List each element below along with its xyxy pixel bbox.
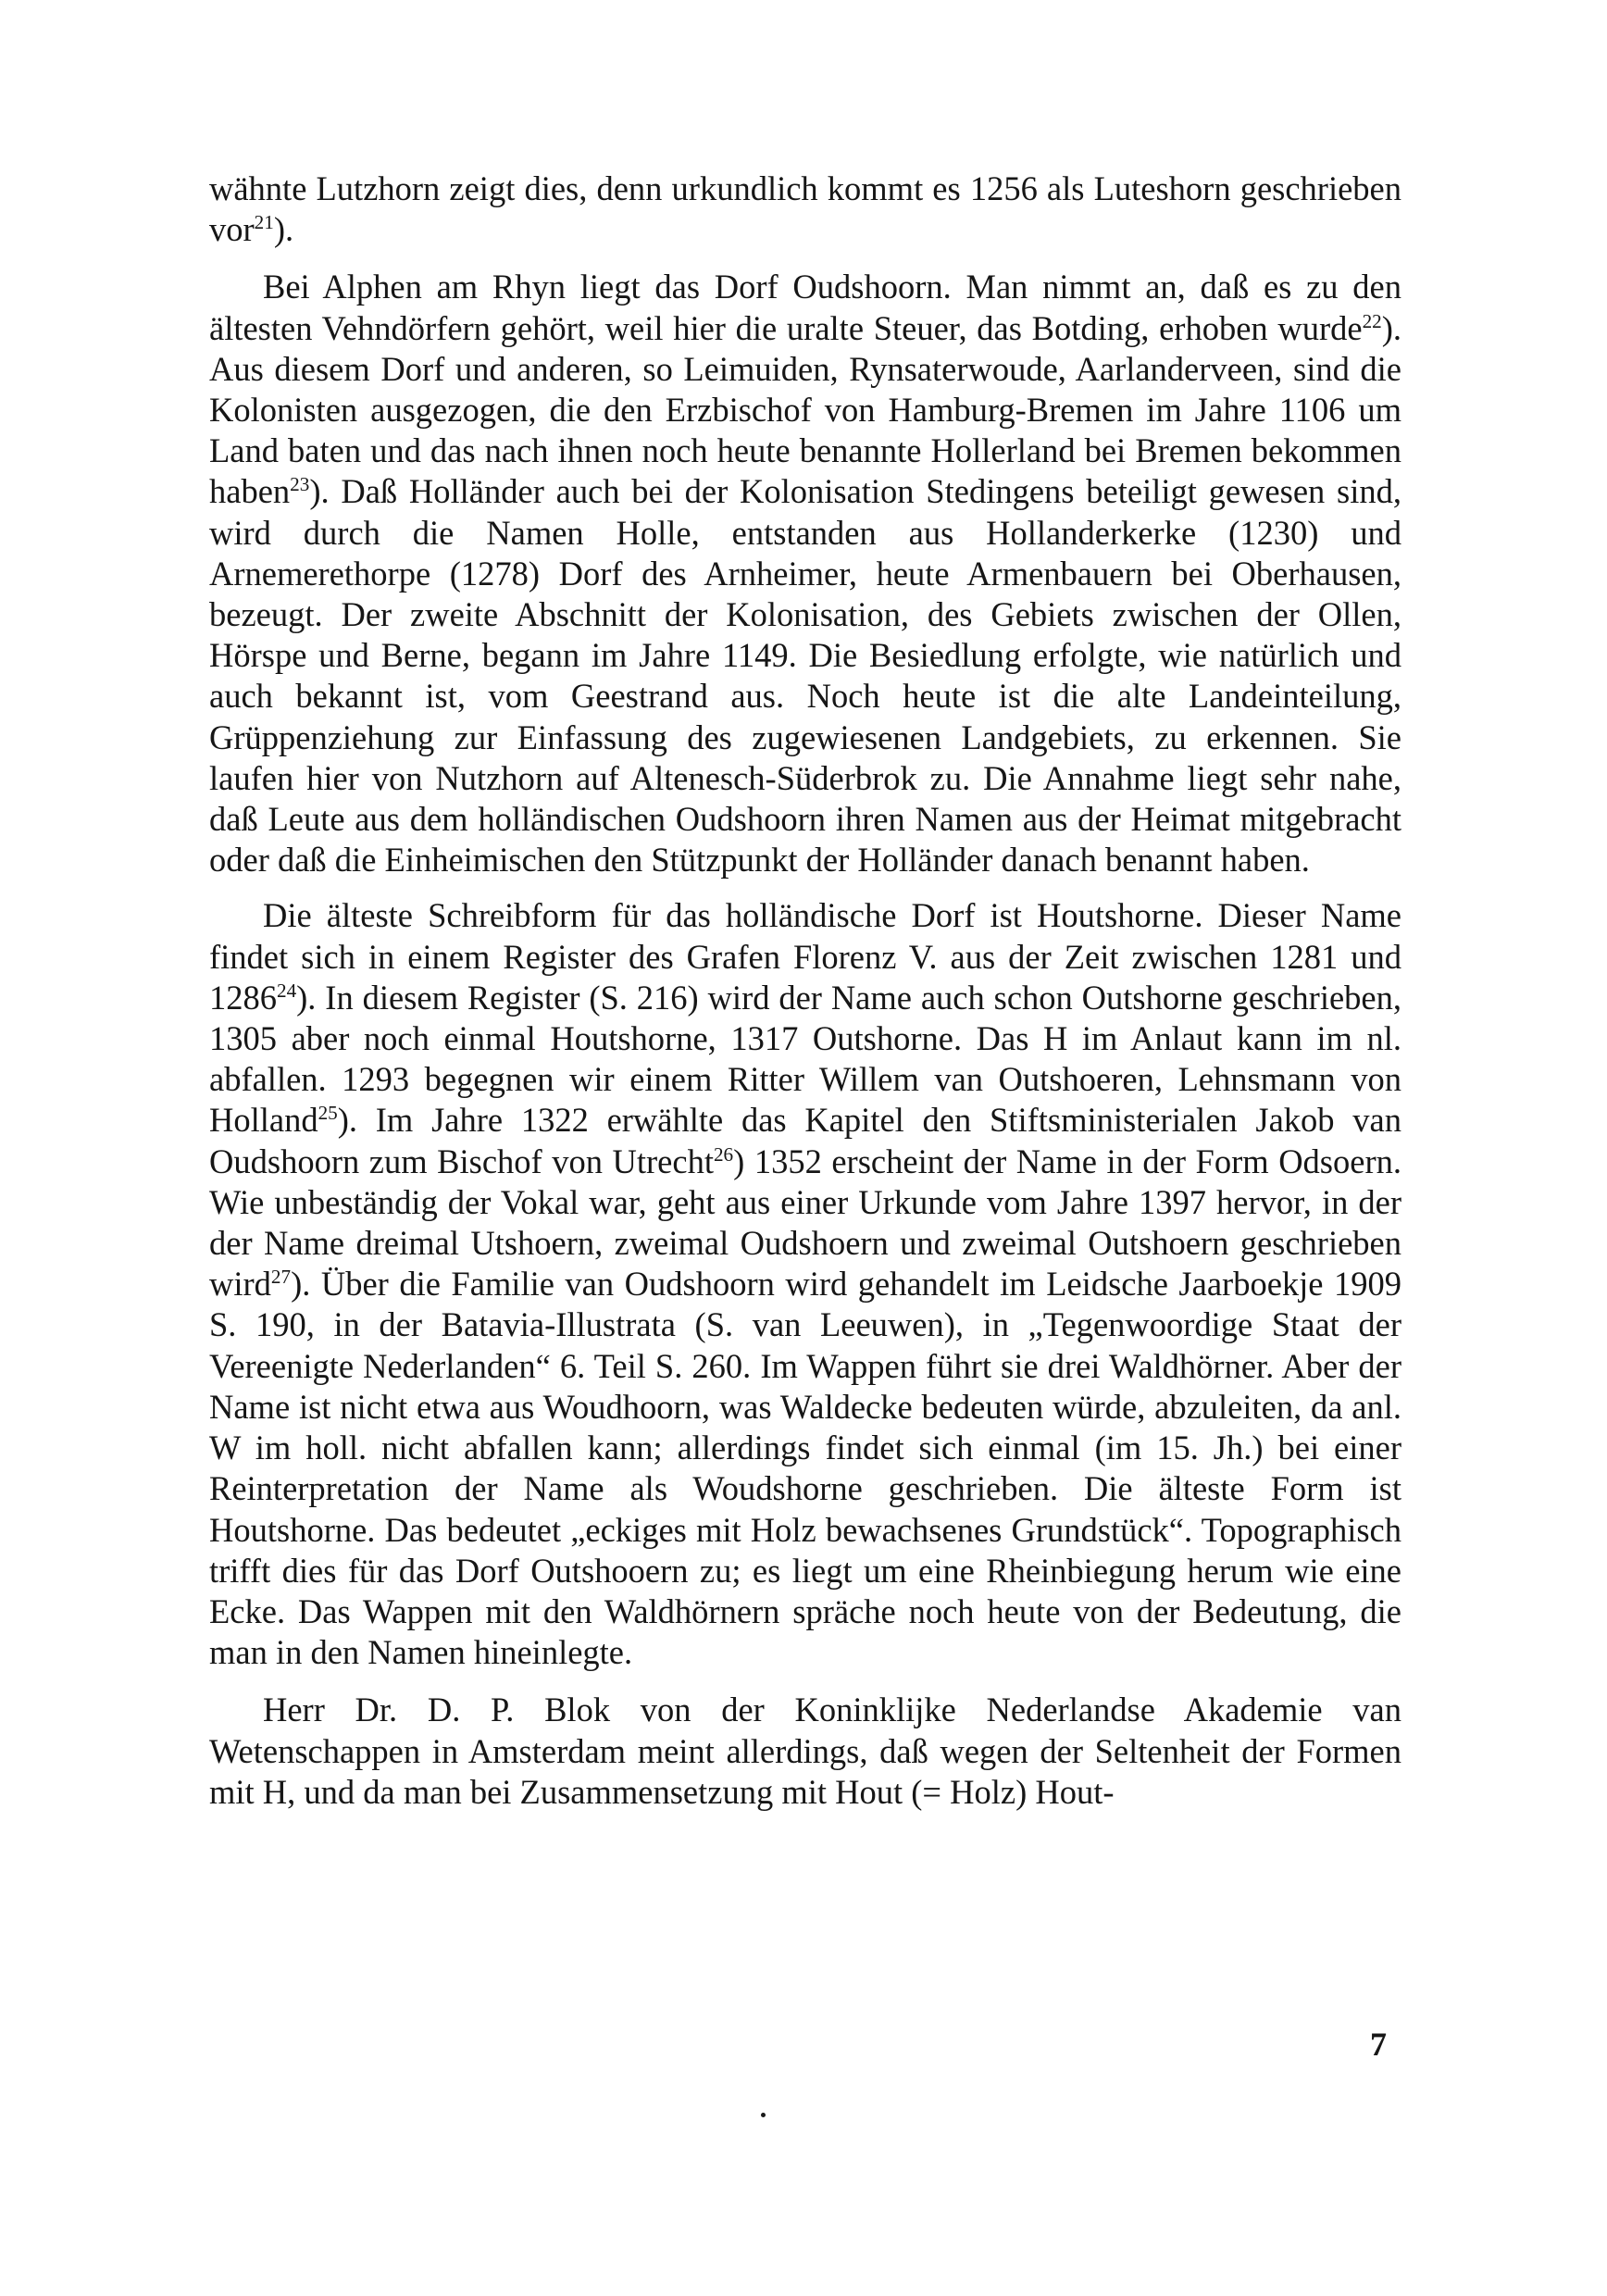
footnote-ref: 21: [254, 211, 274, 234]
text-run: ). Daß Holländer auch bei der Kolonisation Stedingens beteiligt gewesen sind, wird durch die Namen Holle, entstanden aus Hollanderkerke (1230) und Arnemerethorpe (1278) Dorf des Arnheimer, heute Armenbauern bei Oberhausen, bezeugt. Der zweite Abschnitt der Kolonisation, des Gebiets zwischen der Ollen, Hörspe und Berne, begann im Jahre 1149. Die Besiedlung erfolgte, wie natürlich und auch bekannt ist, vom Geestrand aus. Noch heute ist die alte Landeinteilung, Grüppenziehung zur Einfassung des zugewiesenen Landgebiets, zu erkennen. Sie laufen hier von Nutzhorn auf Altenesch-Süderbrok zu. Die Annahme liegt sehr nahe, daß Leute aus dem holländischen Oudshoorn ihren Namen aus der Heimat mitgebracht oder daß die Einheimischen den Stützpunkt der Holländer danach benannt haben.: [209, 472, 1401, 880]
footnote-ref: 23: [290, 473, 310, 496]
footnote-ref: 26: [713, 1142, 734, 1166]
page-number: 7: [1370, 2026, 1387, 2063]
paragraph-1: [209, 168, 1401, 250]
text-run: ).: [273, 210, 294, 249]
body-text: [209, 168, 1401, 1813]
text-run: ) 1352 erscheint der Name in der Form Odsoern. Wie unbeständig der Vokal war, geht aus einer Urkunde vom Jahre 1397 hervor, in der der Name dreimal Utshoern, zweimal Oudshoern und zweimal Outshoern geschrieben wird: [209, 1142, 1401, 1304]
paragraph-2: [209, 267, 1401, 880]
footnote-ref: 27: [270, 1266, 292, 1289]
text-run: ). Im Jahre 1322 erwählte das Kapitel den Stiftsministerialen Jakob van Oudshoorn zum Bischof von Utrecht: [209, 1101, 1401, 1180]
text-run: Herr Dr. D. P. Blok von der Koninklijke Nederlandse Akademie van Wetenschappen in Amsterdam meint allerdings, daß wegen der Seltenheit der Formen mit H, und da man bei Zusammensetzung mit Hout (= Holz) Hout-: [209, 1691, 1401, 1811]
text-run: ). In diesem Register (S. 216) wird der Name auch schon Outshorne geschrieben, 1305 aber noch einmal Houtshorne, 1317 Outshorne. Das H im Anlaut kann im nl. abfallen. 1293 begegnen wir einem Ritter Willem van Outshoeren, Lehnsmann von Holland: [209, 978, 1401, 1140]
footnote-ref: 22: [1362, 309, 1382, 332]
text-run: ). Aus diesem Dorf und anderen, so Leimuiden, Rynsaterwoude, Aarlanderveen, sind die Kolonisten ausgezogen, die den Erzbischof von Hamburg-Bremen im Jahre 1106 um Land baten und das nach ihnen noch heute benannte Hollerland bei Bremen bekommen haben: [209, 308, 1401, 511]
footnote-ref: 24: [277, 979, 297, 1002]
print-speck: [761, 2113, 766, 2117]
text-run: Bei Alphen am Rhyn liegt das Dorf Oudshoorn. Man nimmt an, daß es zu den ältesten Vehndörfern gehört, weil hier die uralte Steuer, das Botding, erhoben wurde: [209, 268, 1401, 347]
footnote-ref: 25: [318, 1102, 338, 1125]
text-run: wähnte Lutzhorn zeigt dies, denn urkundlich kommt es 1256 als Luteshorn geschrieben vor: [209, 169, 1401, 249]
paragraph-4: [209, 1690, 1401, 1813]
text-run: Die älteste Schreibform für das holländische Dorf ist Houtshorne. Dieser Name findet sich in einem Register des Grafen Florenz V. aus der Zeit zwischen 1281 und 1286: [209, 896, 1401, 1017]
paragraph-3: [209, 895, 1401, 1673]
text-run: ). Über die Familie van Oudshoorn wird gehandelt im Leidsche Jaarboekje 1909 S. 190, in der Batavia-Illustrata (S. van Leeuwen), in „Tegenwoordige Staat der Vereenigte Nederlanden“ 6. Teil S. 260. Im Wappen führt sie drei Waldhörner. Aber der Name ist nicht etwa aus Woudhoorn, was Waldecke bedeuten würde, abzuleiten, da anl. W im holl. nicht abfallen kann; allerdings findet sich einmal (im 15. Jh.) bei einer Reinterpretation der Name als Woudshorne geschrieben. Die älteste Form ist Houtshorne. Das bedeutet „eckiges mit Holz bewachsenes Grundstück“. Topographisch trifft dies für das Dorf Outshooern zu; es liegt um eine Rheinbiegung herum wie eine Ecke. Das Wappen mit den Waldhörnern spräche noch heute von der Bedeutung, die man in den Namen hineinlegte.: [209, 1265, 1401, 1672]
